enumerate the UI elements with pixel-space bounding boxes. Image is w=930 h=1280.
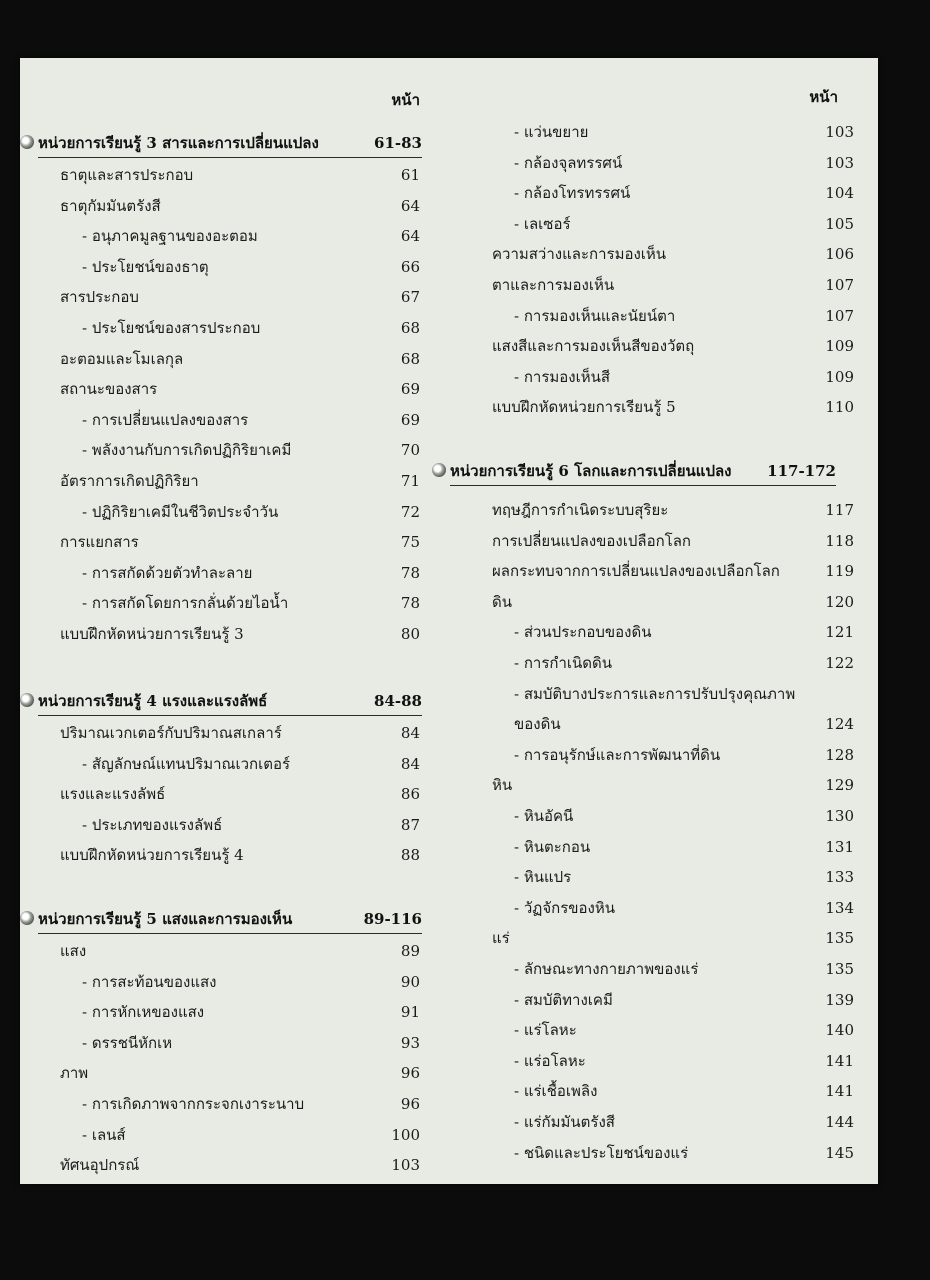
toc-entry	[82, 406, 420, 434]
toc-entry-label: อัตราการเกิดปฏิกิริยา	[60, 472, 199, 490]
toc-entry-page: 89	[400, 942, 420, 960]
toc-entry	[82, 811, 420, 839]
toc-entry	[492, 527, 854, 555]
toc-entry-page: 139	[825, 990, 854, 1009]
toc-entry-label: - วัฏจักรของหิน	[514, 898, 615, 917]
toc-entry-label: - แร่เชื้อเพลิง	[514, 1082, 598, 1101]
toc-entry-page: 71	[400, 472, 420, 490]
toc-entry	[60, 719, 420, 747]
toc-entry	[514, 179, 854, 207]
toc-entry-page: 69	[400, 410, 420, 429]
unit-heading	[432, 456, 836, 486]
toc-entry	[82, 750, 420, 778]
toc-entry	[514, 1016, 854, 1044]
unit-divider	[38, 933, 422, 934]
toc-entry-page: 75	[400, 533, 420, 552]
toc-entry-page: 64	[400, 196, 420, 215]
unit-title: หน่วยการเรียนรู้ 6 โลกและการเปลี่ยนแปลง	[450, 462, 732, 480]
unit-title: หน่วยการเรียนรู้ 5 แสงและการมองเห็น	[38, 910, 293, 928]
toc-entry	[492, 332, 854, 360]
toc-entry	[82, 314, 420, 342]
toc-entry-page: 104	[825, 184, 854, 203]
toc-entry-label: - อนุภาคมูลฐานของอะตอม	[82, 227, 258, 246]
toc-entry-label: - การมองเห็นและนัยน์ตา	[514, 306, 676, 325]
toc-entry-label: - การสะท้อนของแสง	[82, 972, 217, 991]
unit-divider	[450, 485, 836, 486]
toc-entry	[514, 741, 854, 769]
toc-entry-label: - แร่โลหะ	[514, 1021, 577, 1040]
toc-entry	[82, 498, 420, 526]
toc-entry-page: 141	[825, 1082, 854, 1101]
toc-entry	[514, 363, 854, 391]
toc-entry-page: 135	[825, 960, 854, 978]
toc-entry	[514, 1139, 854, 1167]
toc-entry-label: ธาตุและสารประกอบ	[60, 166, 194, 184]
toc-entry-page: 96	[400, 1095, 420, 1113]
toc-entry-page: 140	[825, 1021, 854, 1040]
page-column-header-left: หน้า	[391, 91, 420, 109]
toc-entry	[514, 1047, 854, 1075]
toc-entry-label: - การกำเนิดดิน	[514, 654, 613, 672]
circle-bullet-icon	[20, 135, 34, 149]
toc-entry-page: 84	[400, 754, 420, 773]
toc-entry	[514, 894, 854, 922]
page-column-header-right: หน้า	[809, 88, 838, 106]
toc-entry	[514, 986, 854, 1014]
toc-entry-label: - กล้องจุลทรรศน์	[514, 153, 623, 172]
toc-entry	[60, 192, 420, 220]
toc-entry-label: - หินตะกอน	[514, 837, 591, 856]
toc-entry-page: 109	[825, 337, 854, 356]
toc-entry-label: ภาพ	[60, 1064, 89, 1083]
toc-entry-label: การแยกสาร	[60, 533, 139, 552]
toc-entry	[60, 1151, 420, 1179]
toc-entry-label: ปริมาณเวกเตอร์กับปริมาณสเกลาร์	[60, 724, 282, 742]
toc-entry-page: 109	[825, 367, 854, 386]
toc-entry	[492, 771, 854, 799]
toc-entry	[60, 345, 420, 373]
toc-entry-page: 68	[400, 349, 420, 368]
table-of-contents-page	[20, 58, 878, 1184]
toc-entry-label: - พลังงานกับการเกิดปฏิกิริยาเคมี	[82, 441, 292, 460]
toc-entry	[82, 559, 420, 587]
toc-entry-page: 67	[400, 288, 420, 307]
unit-divider	[38, 715, 422, 716]
toc-entry	[514, 649, 854, 677]
toc-entry-label: ดิน	[492, 592, 512, 611]
toc-entry-page: 84	[400, 724, 420, 742]
toc-entry-label: - หินแปร	[514, 868, 572, 887]
toc-entry-label: - ปฏิกิริยาเคมีในชีวิตประจำวัน	[82, 502, 279, 521]
toc-entry-label: แร่	[492, 929, 510, 948]
toc-entry-page: 72	[400, 502, 420, 521]
unit-page-range: 117-172	[767, 462, 836, 480]
toc-entry-label: - เลนส์	[82, 1125, 126, 1144]
toc-entry-page: 117	[825, 501, 854, 519]
toc-entry-label: ทัศนอุปกรณ์	[60, 1156, 140, 1175]
toc-entry	[60, 841, 420, 869]
toc-entry-page: 66	[400, 257, 420, 276]
toc-entry	[492, 240, 854, 268]
unit-heading	[20, 686, 422, 716]
toc-entry-page: 106	[825, 245, 854, 264]
toc-entry-page: 68	[400, 319, 420, 337]
toc-entry	[60, 528, 420, 556]
unit-heading	[20, 904, 422, 934]
toc-entry	[514, 1077, 854, 1105]
toc-entry-page: 61	[400, 166, 420, 184]
toc-entry-page: 133	[825, 868, 854, 887]
toc-entry	[82, 998, 420, 1026]
toc-entry-label: - การสกัดโดยการกลั่นด้วยไอน้ำ	[82, 594, 289, 613]
toc-entry-page: 93	[400, 1033, 420, 1052]
toc-entry	[60, 780, 420, 808]
toc-entry	[514, 118, 854, 146]
left-column	[20, 58, 432, 1184]
unit-title: หน่วยการเรียนรู้ 3 สารและการเปลี่ยนแปลง	[38, 134, 319, 152]
toc-entry-label: หิน	[492, 776, 513, 795]
toc-entry	[492, 588, 854, 616]
toc-entry	[492, 393, 854, 421]
toc-entry	[492, 496, 854, 524]
toc-entry-label: ผลกระทบจากการเปลี่ยนแปลงของเปลือกโลก	[492, 562, 780, 581]
toc-entry	[82, 253, 420, 281]
toc-entry-page: 103	[391, 1156, 420, 1175]
toc-entry-label: - เลเซอร์	[514, 214, 571, 233]
toc-entry	[514, 802, 854, 830]
toc-entry-page: 107	[825, 306, 854, 325]
toc-entry-label: - แว่นขยาย	[514, 123, 589, 141]
toc-entry-page: 69	[400, 380, 420, 399]
toc-entry-page: 129	[825, 776, 854, 795]
toc-entry-label: - การมองเห็นสี	[514, 367, 611, 386]
unit-page-range: 61-83	[374, 134, 422, 152]
toc-entry-label: - แร่กัมมันตรังสี	[514, 1113, 615, 1131]
toc-entry-page: 96	[400, 1064, 420, 1083]
toc-entry-label: ธาตุกัมมันตรังสี	[60, 196, 161, 215]
toc-entry-page: 119	[825, 562, 854, 581]
toc-entry-label: แรงและแรงลัพธ์	[60, 785, 166, 804]
toc-entry-page: 122	[825, 654, 854, 672]
toc-entry	[60, 937, 420, 965]
unit-page-range: 84-88	[374, 692, 422, 710]
toc-entry	[492, 557, 854, 585]
circle-bullet-icon	[20, 693, 34, 707]
toc-entry-label: - ประเภทของแรงลัพธ์	[82, 815, 223, 834]
toc-entry-page: 88	[400, 846, 420, 865]
toc-entry	[492, 271, 854, 299]
toc-entry-page: 110	[825, 398, 854, 417]
toc-entry-page: 100	[391, 1125, 420, 1144]
toc-entry-label: - กล้องโทรทรรศน์	[514, 184, 631, 203]
toc-entry-label: ของดิน	[514, 715, 561, 734]
toc-entry-label: ความสว่างและการมองเห็น	[492, 245, 667, 264]
toc-entry	[514, 302, 854, 330]
toc-entry	[514, 833, 854, 861]
toc-entry-page: 141	[825, 1051, 854, 1070]
toc-entry	[514, 955, 854, 983]
toc-entry-page: 128	[825, 745, 854, 764]
toc-entry	[514, 680, 854, 708]
toc-entry	[514, 863, 854, 891]
toc-entry-page: 90	[400, 972, 420, 991]
toc-entry-page: 87	[400, 815, 420, 834]
toc-entry-label: แสงสีและการมองเห็นสีของวัตถุ	[492, 337, 695, 356]
toc-entry	[82, 222, 420, 250]
toc-entry-label: - การสกัดด้วยตัวทำละลาย	[82, 563, 253, 582]
toc-entry	[60, 283, 420, 311]
toc-entry	[60, 620, 420, 648]
unit-page-range: 89-116	[363, 910, 422, 928]
right-column	[438, 58, 878, 1184]
toc-entry-page: 124	[825, 715, 854, 734]
toc-entry-label: สารประกอบ	[60, 288, 139, 307]
toc-entry-page: 130	[825, 807, 854, 825]
toc-entry-page: 105	[825, 214, 854, 233]
toc-entry-page: 107	[825, 276, 854, 294]
toc-entry-label: - ชนิดและประโยชน์ของแร่	[514, 1143, 689, 1162]
toc-entry	[82, 968, 420, 996]
unit-divider	[38, 157, 422, 158]
toc-entry-label: - ส่วนประกอบของดิน	[514, 623, 652, 642]
toc-entry-page: 80	[400, 625, 420, 643]
toc-entry-label: ตาและการมองเห็น	[492, 276, 615, 294]
toc-entry-page: 145	[825, 1143, 854, 1162]
toc-entry-label: ทฤษฎีการกำเนิดระบบสุริยะ	[492, 501, 669, 519]
toc-entry	[60, 375, 420, 403]
circle-bullet-icon	[20, 911, 34, 925]
toc-entry-label: - ประโยชน์ของธาตุ	[82, 257, 209, 276]
toc-entry-label: อะตอมและโมเลกุล	[60, 349, 184, 368]
toc-entry-label: แสง	[60, 942, 87, 960]
toc-entry	[82, 1121, 420, 1149]
toc-entry-label: สถานะของสาร	[60, 380, 158, 399]
toc-entry	[82, 589, 420, 617]
toc-entry-page: 103	[825, 153, 854, 172]
toc-entry-page: 131	[825, 837, 854, 856]
toc-entry-page: 78	[400, 594, 420, 613]
toc-entry-page: 64	[400, 227, 420, 246]
toc-entry	[82, 1029, 420, 1057]
toc-entry-label: - การเปลี่ยนแปลงของสาร	[82, 410, 249, 429]
toc-entry	[514, 1108, 854, 1136]
toc-entry-page: 135	[825, 929, 854, 948]
toc-entry-label: แบบฝึกหัดหน่วยการเรียนรู้ 4	[60, 846, 244, 865]
toc-entry-page: 121	[825, 623, 854, 642]
toc-entry-label: - การหักเหของแสง	[82, 1003, 205, 1022]
toc-entry-page: 91	[400, 1003, 420, 1022]
toc-entry	[514, 710, 854, 738]
circle-bullet-icon	[432, 463, 446, 477]
toc-entry-page: 70	[400, 441, 420, 460]
toc-entry-page: 78	[400, 563, 420, 582]
toc-entry-label: - หินอัคนี	[514, 807, 574, 825]
toc-entry-label: - แร่อโลหะ	[514, 1051, 586, 1070]
toc-entry-page: 120	[825, 592, 854, 611]
toc-entry	[82, 436, 420, 464]
toc-entry-page: 103	[825, 123, 854, 141]
toc-entry-label: แบบฝึกหัดหน่วยการเรียนรู้ 3	[60, 625, 244, 643]
toc-entry	[514, 210, 854, 238]
toc-entry-page: 144	[825, 1113, 854, 1131]
toc-entry	[60, 161, 420, 189]
toc-entry	[60, 467, 420, 495]
toc-entry-label: - ลักษณะทางกายภาพของแร่	[514, 960, 699, 978]
toc-entry	[492, 924, 854, 952]
toc-entry-page: 134	[825, 898, 854, 917]
toc-entry-page: 86	[400, 785, 420, 804]
toc-entry	[60, 1059, 420, 1087]
unit-title: หน่วยการเรียนรู้ 4 แรงและแรงลัพธ์	[38, 692, 268, 710]
toc-entry	[514, 618, 854, 646]
toc-entry-label: - สมบัติบางประการและการปรับปรุงคุณภาพ	[514, 684, 796, 703]
toc-entry-label: - การอนุรักษ์และการพัฒนาที่ดิน	[514, 745, 721, 764]
unit-heading	[20, 128, 422, 158]
toc-entry	[514, 149, 854, 177]
toc-entry-label: - ประโยชน์ของสารประกอบ	[82, 319, 261, 337]
toc-entry-label: - สมบัติทางเคมี	[514, 990, 613, 1009]
toc-entry-page: 118	[825, 531, 854, 550]
toc-entry-label: - สัญลักษณ์แทนปริมาณเวกเตอร์	[82, 754, 291, 773]
toc-entry	[82, 1090, 420, 1118]
toc-entry-label: - ดรรชนีหักเห	[82, 1033, 173, 1052]
toc-entry-label: การเปลี่ยนแปลงของเปลือกโลก	[492, 531, 691, 550]
toc-entry-label: แบบฝึกหัดหน่วยการเรียนรู้ 5	[492, 398, 676, 417]
toc-entry-label: - การเกิดภาพจากกระจกเงาระนาบ	[82, 1095, 305, 1113]
